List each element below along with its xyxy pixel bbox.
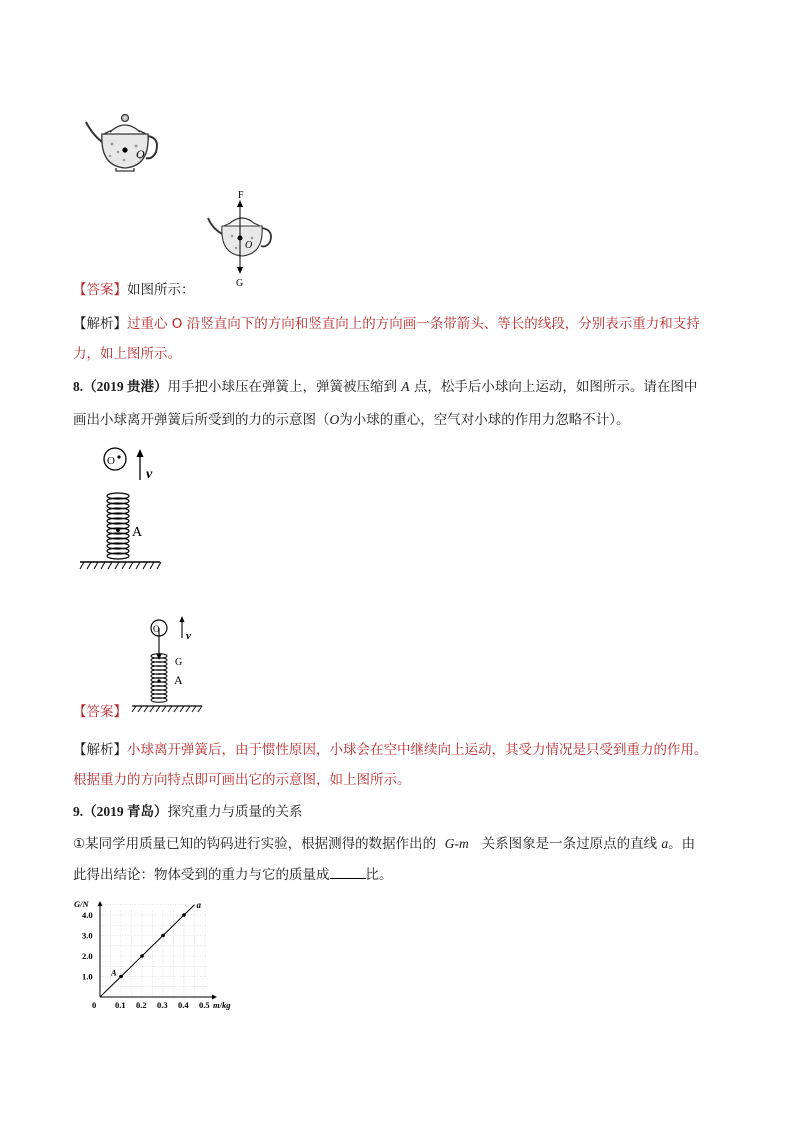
data-point bbox=[119, 975, 123, 979]
q9-question-title bbox=[73, 802, 303, 822]
point-label: A bbox=[111, 967, 117, 978]
q8-analysis-line2: 根据重力的方向特点即可画出它的示意图，如上图所示。 bbox=[73, 772, 411, 788]
force-g-label: G bbox=[236, 278, 244, 289]
point-a-label: A bbox=[174, 673, 183, 687]
center-o-label: O bbox=[245, 240, 253, 251]
question-number: 9. bbox=[73, 804, 84, 819]
spring-ball-figure bbox=[76, 446, 166, 576]
y-axis-label: G/N bbox=[74, 899, 89, 909]
question-text: 画出小球离开弹簧后所受到的力的示意图（ bbox=[73, 412, 330, 428]
x-tick-label: 0.4 bbox=[178, 1000, 189, 1010]
force-f-label: F bbox=[238, 190, 244, 201]
velocity-label: v bbox=[186, 630, 191, 642]
y-tick-label: 1.0 bbox=[82, 971, 93, 982]
question-text: ①某同学用质量已知的钩码进行实验，根据测得的数据作出的 bbox=[73, 836, 437, 852]
gm-chart bbox=[70, 894, 240, 1012]
y-tick-label: 4.0 bbox=[82, 910, 93, 920]
x-tick-label: 0.3 bbox=[157, 1000, 168, 1010]
question-text: 此得出结论：物体受到的重力与它的质量成 bbox=[73, 867, 330, 883]
answer-text: 如图所示： bbox=[127, 282, 195, 298]
y-tick-label: 2.0 bbox=[82, 951, 93, 961]
spring-ball-answer-figure bbox=[130, 612, 206, 716]
q8-question-line2 bbox=[73, 410, 630, 430]
point-a: A bbox=[401, 379, 410, 394]
question-text-end: 比。 bbox=[365, 867, 393, 883]
data-point bbox=[182, 913, 186, 917]
analysis-tag: 【解析】 bbox=[73, 742, 127, 758]
gm-label: G-m bbox=[444, 836, 469, 851]
analysis-text: 过重心 O 沿竖直向下的方向和竖直向上的方向画一条带箭头、等长的线段，分别表示重力和支持 bbox=[127, 316, 700, 332]
teapot-force-diagram bbox=[200, 190, 280, 290]
q9-line1 bbox=[73, 834, 695, 854]
gravity-label: G bbox=[175, 657, 183, 668]
q7-analysis-line2: 力，如上图所示。 bbox=[73, 346, 181, 362]
y-tick-label: 3.0 bbox=[82, 930, 93, 941]
answer-tag: 【答案】 bbox=[73, 282, 127, 298]
x-axis-arrow bbox=[212, 995, 217, 1000]
question-source: （2019 贵港） bbox=[83, 379, 168, 394]
ball-center-label: O bbox=[107, 455, 115, 467]
question-text: 用手把小球压在弹簧上，弹簧被压缩到 bbox=[167, 379, 402, 395]
x-tick-label: 0.5 bbox=[199, 1000, 210, 1010]
x-axis-label: m/kg bbox=[213, 1000, 231, 1010]
point-o: O bbox=[329, 412, 340, 427]
data-point bbox=[161, 934, 165, 938]
q7-answer bbox=[73, 280, 195, 300]
question-text-cont: 关系图象是一条过原点的直线 bbox=[481, 836, 658, 852]
ball-center-label: O bbox=[153, 624, 160, 634]
center-of-gravity-label: O bbox=[136, 147, 145, 161]
q8-answer-tag: 【答案】 bbox=[73, 704, 127, 720]
q8-question-line1 bbox=[73, 377, 697, 397]
question-text-cont: 为小球的重心，空气对小球的作用力忽略不计）。 bbox=[339, 412, 630, 428]
question-source: （2019 青岛） bbox=[83, 804, 168, 819]
analysis-text: 小球离开弹簧后，由于惯性原因，小球会在空中继续向上运动，其受力情况是只受到重力的作用。 bbox=[127, 742, 708, 758]
question-title-text: 探究重力与质量的关系 bbox=[167, 804, 303, 820]
question-number: 8. bbox=[73, 379, 84, 394]
question-text-end: 。由 bbox=[668, 836, 696, 852]
velocity-label: v bbox=[146, 467, 153, 482]
q7-analysis-line1 bbox=[73, 314, 700, 334]
point-a-label: A bbox=[132, 525, 143, 540]
origin-label: 0 bbox=[92, 1000, 97, 1010]
question-text-cont: 点，松手后小球向上运动，如图所示。请在图中 bbox=[409, 379, 698, 395]
teapot-figure bbox=[80, 104, 162, 174]
answer-blank[interactable] bbox=[330, 864, 366, 879]
series-line-a bbox=[100, 905, 195, 997]
q8-analysis-line1 bbox=[73, 740, 708, 760]
analysis-tag: 【解析】 bbox=[73, 316, 127, 332]
line-a-label: a bbox=[661, 836, 669, 851]
data-point bbox=[140, 954, 144, 958]
line-label: a bbox=[196, 899, 201, 910]
x-tick-label: 0.1 bbox=[115, 1000, 126, 1010]
x-tick-label: 0.2 bbox=[136, 1000, 147, 1010]
q9-line2 bbox=[73, 864, 393, 885]
y-axis-arrow bbox=[98, 901, 103, 906]
